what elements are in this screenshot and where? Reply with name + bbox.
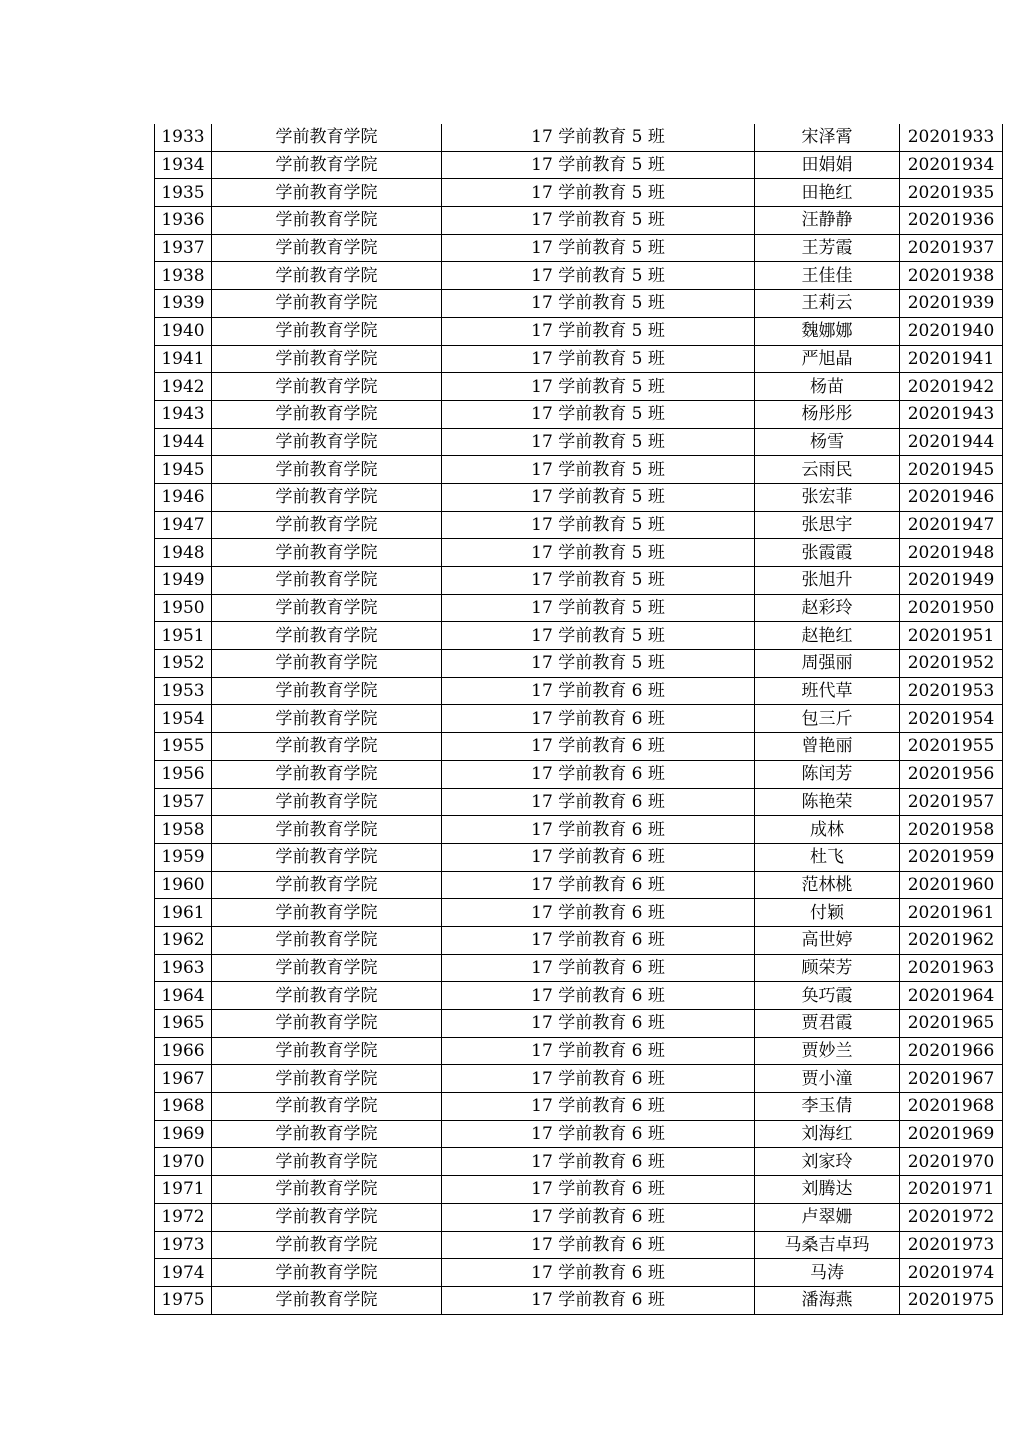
cell-class: 17 学前教育 5 班 — [442, 345, 755, 373]
cell-serial-number: 1937 — [155, 234, 212, 262]
table-row — [155, 151, 1003, 179]
cell-class: 17 学前教育 5 班 — [442, 650, 755, 678]
cell-serial-number: 1950 — [155, 594, 212, 622]
cell-college: 学前教育学院 — [212, 483, 442, 511]
table-row — [155, 899, 1003, 927]
cell-student-id: 20201958 — [900, 816, 1003, 844]
cell-class: 17 学前教育 5 班 — [442, 456, 755, 484]
cell-college: 学前教育学院 — [212, 262, 442, 290]
cell-serial-number: 1952 — [155, 650, 212, 678]
cell-student-id: 20201961 — [900, 899, 1003, 927]
cell-college: 学前教育学院 — [212, 871, 442, 899]
cell-student-name: 曾艳丽 — [755, 733, 900, 761]
cell-student-id: 20201937 — [900, 234, 1003, 262]
cell-class: 17 学前教育 6 班 — [442, 954, 755, 982]
cell-serial-number: 1967 — [155, 1065, 212, 1093]
table-row — [155, 483, 1003, 511]
cell-college: 学前教育学院 — [212, 788, 442, 816]
cell-student-name: 杨苗 — [755, 373, 900, 401]
cell-serial-number: 1969 — [155, 1120, 212, 1148]
cell-college: 学前教育学院 — [212, 926, 442, 954]
cell-serial-number: 1964 — [155, 982, 212, 1010]
cell-class: 17 学前教育 5 班 — [442, 539, 755, 567]
cell-student-id: 20201959 — [900, 843, 1003, 871]
cell-student-id: 20201941 — [900, 345, 1003, 373]
cell-student-id: 20201962 — [900, 926, 1003, 954]
cell-student-id: 20201942 — [900, 373, 1003, 401]
cell-student-name: 张宏菲 — [755, 483, 900, 511]
cell-class: 17 学前教育 5 班 — [442, 567, 755, 595]
cell-class: 17 学前教育 6 班 — [442, 760, 755, 788]
cell-student-id: 20201956 — [900, 760, 1003, 788]
table-row — [155, 733, 1003, 761]
cell-student-id: 20201967 — [900, 1065, 1003, 1093]
table-row — [155, 1176, 1003, 1204]
cell-serial-number: 1945 — [155, 456, 212, 484]
table-row — [155, 760, 1003, 788]
cell-student-id: 20201974 — [900, 1259, 1003, 1287]
cell-student-id: 20201939 — [900, 290, 1003, 318]
cell-student-name: 杨雪 — [755, 428, 900, 456]
cell-student-id: 20201952 — [900, 650, 1003, 678]
cell-college: 学前教育学院 — [212, 1231, 442, 1259]
cell-student-name: 顾荣芳 — [755, 954, 900, 982]
table-row — [155, 871, 1003, 899]
table-row — [155, 428, 1003, 456]
cell-student-id: 20201953 — [900, 677, 1003, 705]
cell-student-id: 20201936 — [900, 207, 1003, 235]
cell-serial-number: 1962 — [155, 926, 212, 954]
table-row — [155, 290, 1003, 318]
cell-class: 17 学前教育 6 班 — [442, 843, 755, 871]
table-row — [155, 788, 1003, 816]
table-row — [155, 1093, 1003, 1121]
cell-student-id: 20201935 — [900, 179, 1003, 207]
cell-class: 17 学前教育 5 班 — [442, 373, 755, 401]
cell-class: 17 学前教育 5 班 — [442, 124, 755, 151]
cell-serial-number: 1946 — [155, 483, 212, 511]
cell-class: 17 学前教育 6 班 — [442, 705, 755, 733]
table-row — [155, 1259, 1003, 1287]
cell-serial-number: 1955 — [155, 733, 212, 761]
cell-serial-number: 1960 — [155, 871, 212, 899]
cell-class: 17 学前教育 5 班 — [442, 290, 755, 318]
cell-class: 17 学前教育 6 班 — [442, 1231, 755, 1259]
cell-student-id: 20201970 — [900, 1148, 1003, 1176]
cell-student-id: 20201948 — [900, 539, 1003, 567]
table-row — [155, 124, 1003, 151]
cell-college: 学前教育学院 — [212, 650, 442, 678]
cell-college: 学前教育学院 — [212, 234, 442, 262]
cell-student-name: 周强丽 — [755, 650, 900, 678]
cell-class: 17 学前教育 6 班 — [442, 926, 755, 954]
cell-student-id: 20201954 — [900, 705, 1003, 733]
cell-college: 学前教育学院 — [212, 511, 442, 539]
cell-student-name: 潘海燕 — [755, 1286, 900, 1314]
table-row — [155, 1203, 1003, 1231]
cell-college: 学前教育学院 — [212, 151, 442, 179]
cell-class: 17 学前教育 6 班 — [442, 1259, 755, 1287]
table-row — [155, 1010, 1003, 1038]
cell-student-name: 贾小潼 — [755, 1065, 900, 1093]
cell-college: 学前教育学院 — [212, 705, 442, 733]
cell-college: 学前教育学院 — [212, 1203, 442, 1231]
cell-student-name: 魏娜娜 — [755, 317, 900, 345]
table-row — [155, 816, 1003, 844]
cell-student-name: 李玉倩 — [755, 1093, 900, 1121]
cell-student-id: 20201943 — [900, 400, 1003, 428]
cell-serial-number: 1973 — [155, 1231, 212, 1259]
cell-student-name: 卢翠姗 — [755, 1203, 900, 1231]
cell-serial-number: 1948 — [155, 539, 212, 567]
cell-student-name: 张霞霞 — [755, 539, 900, 567]
cell-student-name: 张思宇 — [755, 511, 900, 539]
table-row — [155, 567, 1003, 595]
cell-serial-number: 1959 — [155, 843, 212, 871]
cell-student-name: 高世婷 — [755, 926, 900, 954]
roster-table-container — [154, 124, 1002, 1315]
cell-serial-number: 1963 — [155, 954, 212, 982]
table-row — [155, 705, 1003, 733]
cell-student-id: 20201955 — [900, 733, 1003, 761]
cell-student-name: 汪静静 — [755, 207, 900, 235]
cell-student-name: 杨彤彤 — [755, 400, 900, 428]
table-row — [155, 262, 1003, 290]
cell-student-name: 刘家玲 — [755, 1148, 900, 1176]
cell-college: 学前教育学院 — [212, 1286, 442, 1314]
table-row — [155, 1231, 1003, 1259]
table-row — [155, 373, 1003, 401]
cell-student-name: 马桑吉卓玛 — [755, 1231, 900, 1259]
cell-student-id: 20201968 — [900, 1093, 1003, 1121]
cell-student-name: 田艳红 — [755, 179, 900, 207]
table-row — [155, 926, 1003, 954]
cell-serial-number: 1965 — [155, 1010, 212, 1038]
cell-college: 学前教育学院 — [212, 179, 442, 207]
cell-student-name: 陈艳荣 — [755, 788, 900, 816]
cell-college: 学前教育学院 — [212, 816, 442, 844]
table-row — [155, 234, 1003, 262]
cell-college: 学前教育学院 — [212, 290, 442, 318]
table-row — [155, 650, 1003, 678]
cell-class: 17 学前教育 5 班 — [442, 151, 755, 179]
cell-student-id: 20201975 — [900, 1286, 1003, 1314]
cell-class: 17 学前教育 5 班 — [442, 511, 755, 539]
cell-student-id: 20201960 — [900, 871, 1003, 899]
cell-serial-number: 1968 — [155, 1093, 212, 1121]
cell-student-id: 20201963 — [900, 954, 1003, 982]
cell-college: 学前教育学院 — [212, 539, 442, 567]
cell-student-id: 20201950 — [900, 594, 1003, 622]
cell-college: 学前教育学院 — [212, 345, 442, 373]
cell-serial-number: 1939 — [155, 290, 212, 318]
cell-student-name: 杜飞 — [755, 843, 900, 871]
cell-class: 17 学前教育 6 班 — [442, 982, 755, 1010]
cell-college: 学前教育学院 — [212, 843, 442, 871]
table-row — [155, 456, 1003, 484]
cell-class: 17 学前教育 5 班 — [442, 400, 755, 428]
table-row — [155, 622, 1003, 650]
cell-college: 学前教育学院 — [212, 207, 442, 235]
cell-student-name: 刘海红 — [755, 1120, 900, 1148]
cell-student-id: 20201946 — [900, 483, 1003, 511]
cell-student-id: 20201938 — [900, 262, 1003, 290]
cell-student-id: 20201972 — [900, 1203, 1003, 1231]
cell-student-name: 贾君霞 — [755, 1010, 900, 1038]
table-row — [155, 1065, 1003, 1093]
cell-class: 17 学前教育 6 班 — [442, 1286, 755, 1314]
cell-student-name: 严旭晶 — [755, 345, 900, 373]
table-row — [155, 594, 1003, 622]
cell-student-name: 宋泽霄 — [755, 124, 900, 151]
cell-serial-number: 1936 — [155, 207, 212, 235]
cell-student-name: 成林 — [755, 816, 900, 844]
cell-student-id: 20201944 — [900, 428, 1003, 456]
cell-student-name: 包三斤 — [755, 705, 900, 733]
cell-college: 学前教育学院 — [212, 1010, 442, 1038]
cell-college: 学前教育学院 — [212, 1259, 442, 1287]
cell-class: 17 学前教育 5 班 — [442, 622, 755, 650]
cell-class: 17 学前教育 5 班 — [442, 594, 755, 622]
table-row — [155, 843, 1003, 871]
cell-college: 学前教育学院 — [212, 124, 442, 151]
cell-serial-number: 1938 — [155, 262, 212, 290]
cell-student-id: 20201966 — [900, 1037, 1003, 1065]
cell-student-name: 马涛 — [755, 1259, 900, 1287]
cell-student-id: 20201973 — [900, 1231, 1003, 1259]
cell-college: 学前教育学院 — [212, 428, 442, 456]
cell-class: 17 学前教育 6 班 — [442, 1203, 755, 1231]
cell-college: 学前教育学院 — [212, 954, 442, 982]
table-row — [155, 954, 1003, 982]
table-row — [155, 400, 1003, 428]
cell-serial-number: 1957 — [155, 788, 212, 816]
cell-serial-number: 1943 — [155, 400, 212, 428]
cell-class: 17 学前教育 5 班 — [442, 207, 755, 235]
cell-class: 17 学前教育 6 班 — [442, 899, 755, 927]
cell-serial-number: 1953 — [155, 677, 212, 705]
cell-student-name: 范林桃 — [755, 871, 900, 899]
cell-class: 17 学前教育 5 班 — [442, 262, 755, 290]
cell-serial-number: 1966 — [155, 1037, 212, 1065]
cell-college: 学前教育学院 — [212, 1037, 442, 1065]
cell-student-id: 20201957 — [900, 788, 1003, 816]
cell-class: 17 学前教育 6 班 — [442, 677, 755, 705]
cell-class: 17 学前教育 5 班 — [442, 483, 755, 511]
cell-student-name: 云雨民 — [755, 456, 900, 484]
cell-student-name: 张旭升 — [755, 567, 900, 595]
table-row — [155, 1148, 1003, 1176]
cell-serial-number: 1941 — [155, 345, 212, 373]
cell-college: 学前教育学院 — [212, 760, 442, 788]
cell-class: 17 学前教育 6 班 — [442, 733, 755, 761]
table-row — [155, 207, 1003, 235]
cell-college: 学前教育学院 — [212, 1093, 442, 1121]
cell-serial-number: 1933 — [155, 124, 212, 151]
table-row — [155, 1120, 1003, 1148]
cell-student-name: 刘腾达 — [755, 1176, 900, 1204]
cell-college: 学前教育学院 — [212, 317, 442, 345]
cell-serial-number: 1947 — [155, 511, 212, 539]
cell-student-name: 赵艳红 — [755, 622, 900, 650]
cell-student-id: 20201940 — [900, 317, 1003, 345]
cell-student-id: 20201933 — [900, 124, 1003, 151]
cell-student-name: 王芳霞 — [755, 234, 900, 262]
cell-student-name: 班代草 — [755, 677, 900, 705]
cell-college: 学前教育学院 — [212, 1065, 442, 1093]
cell-college: 学前教育学院 — [212, 1120, 442, 1148]
cell-serial-number: 1975 — [155, 1286, 212, 1314]
cell-college: 学前教育学院 — [212, 567, 442, 595]
cell-student-name: 贾妙兰 — [755, 1037, 900, 1065]
cell-class: 17 学前教育 5 班 — [442, 317, 755, 345]
cell-college: 学前教育学院 — [212, 733, 442, 761]
table-row — [155, 539, 1003, 567]
cell-serial-number: 1934 — [155, 151, 212, 179]
cell-student-id: 20201934 — [900, 151, 1003, 179]
table-row — [155, 511, 1003, 539]
cell-serial-number: 1974 — [155, 1259, 212, 1287]
cell-class: 17 学前教育 6 班 — [442, 1093, 755, 1121]
cell-college: 学前教育学院 — [212, 982, 442, 1010]
cell-student-id: 20201949 — [900, 567, 1003, 595]
cell-serial-number: 1958 — [155, 816, 212, 844]
cell-serial-number: 1935 — [155, 179, 212, 207]
cell-college: 学前教育学院 — [212, 373, 442, 401]
cell-student-name: 奂巧霞 — [755, 982, 900, 1010]
table-row — [155, 677, 1003, 705]
cell-college: 学前教育学院 — [212, 456, 442, 484]
cell-serial-number: 1951 — [155, 622, 212, 650]
cell-student-name: 陈闰芳 — [755, 760, 900, 788]
cell-student-id: 20201971 — [900, 1176, 1003, 1204]
cell-serial-number: 1954 — [155, 705, 212, 733]
cell-student-id: 20201951 — [900, 622, 1003, 650]
cell-student-id: 20201945 — [900, 456, 1003, 484]
cell-student-id: 20201947 — [900, 511, 1003, 539]
cell-class: 17 学前教育 6 班 — [442, 1120, 755, 1148]
cell-class: 17 学前教育 5 班 — [442, 234, 755, 262]
cell-serial-number: 1949 — [155, 567, 212, 595]
cell-college: 学前教育学院 — [212, 899, 442, 927]
cell-serial-number: 1940 — [155, 317, 212, 345]
cell-college: 学前教育学院 — [212, 677, 442, 705]
table-row — [155, 982, 1003, 1010]
roster-table-body — [155, 124, 1003, 1314]
roster-table — [154, 124, 1003, 1315]
cell-student-id: 20201969 — [900, 1120, 1003, 1148]
cell-serial-number: 1961 — [155, 899, 212, 927]
cell-college: 学前教育学院 — [212, 1176, 442, 1204]
cell-serial-number: 1944 — [155, 428, 212, 456]
cell-student-name: 赵彩玲 — [755, 594, 900, 622]
table-row — [155, 1286, 1003, 1314]
cell-class: 17 学前教育 5 班 — [442, 428, 755, 456]
cell-class: 17 学前教育 6 班 — [442, 1176, 755, 1204]
cell-class: 17 学前教育 6 班 — [442, 1148, 755, 1176]
cell-college: 学前教育学院 — [212, 622, 442, 650]
table-row — [155, 345, 1003, 373]
cell-class: 17 学前教育 5 班 — [442, 179, 755, 207]
cell-serial-number: 1971 — [155, 1176, 212, 1204]
cell-class: 17 学前教育 6 班 — [442, 816, 755, 844]
cell-serial-number: 1942 — [155, 373, 212, 401]
cell-student-id: 20201964 — [900, 982, 1003, 1010]
table-row — [155, 317, 1003, 345]
cell-student-name: 王佳佳 — [755, 262, 900, 290]
cell-student-name: 王莉云 — [755, 290, 900, 318]
cell-serial-number: 1956 — [155, 760, 212, 788]
cell-class: 17 学前教育 6 班 — [442, 1037, 755, 1065]
cell-class: 17 学前教育 6 班 — [442, 871, 755, 899]
cell-serial-number: 1970 — [155, 1148, 212, 1176]
table-row — [155, 1037, 1003, 1065]
table-row — [155, 179, 1003, 207]
cell-class: 17 学前教育 6 班 — [442, 1010, 755, 1038]
cell-class: 17 学前教育 6 班 — [442, 788, 755, 816]
cell-student-id: 20201965 — [900, 1010, 1003, 1038]
cell-college: 学前教育学院 — [212, 400, 442, 428]
cell-serial-number: 1972 — [155, 1203, 212, 1231]
cell-college: 学前教育学院 — [212, 594, 442, 622]
cell-student-name: 田娟娟 — [755, 151, 900, 179]
cell-class: 17 学前教育 6 班 — [442, 1065, 755, 1093]
cell-student-name: 付颖 — [755, 899, 900, 927]
cell-college: 学前教育学院 — [212, 1148, 442, 1176]
